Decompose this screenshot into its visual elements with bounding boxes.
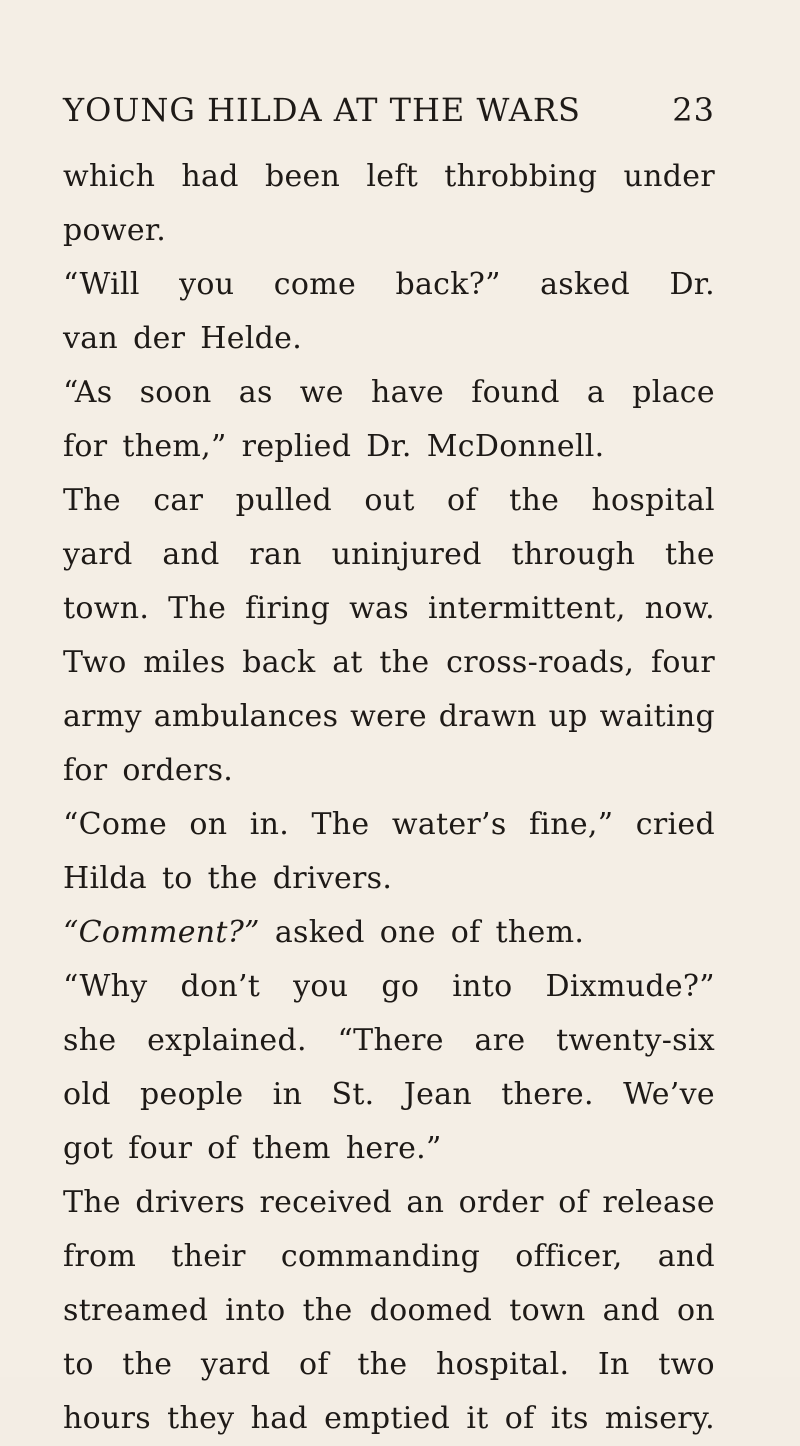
word: Hilda <box>63 861 147 896</box>
text-line <box>63 690 715 744</box>
word: of <box>447 483 477 518</box>
word: the <box>379 645 430 680</box>
word: into <box>225 1293 286 1328</box>
word: der <box>133 321 186 356</box>
word: power. <box>63 213 167 248</box>
word: for <box>63 429 108 464</box>
word: order <box>458 1185 544 1220</box>
text-line <box>63 1338 715 1392</box>
word: of <box>299 1347 329 1382</box>
word: “Will <box>63 267 140 302</box>
word: of <box>504 1401 535 1436</box>
text-line <box>63 852 715 906</box>
word: are <box>474 1023 526 1058</box>
word: on <box>676 1293 715 1328</box>
word: and <box>162 537 220 572</box>
word: doomed <box>369 1293 493 1328</box>
word: through <box>511 537 636 572</box>
word: orders. <box>122 753 234 788</box>
word: hospital <box>591 483 715 518</box>
text-line <box>63 312 715 366</box>
word: up <box>548 699 588 734</box>
word: town. <box>63 591 150 626</box>
word: misery. <box>604 1401 715 1436</box>
text-line <box>63 366 715 420</box>
word: go <box>381 969 420 1004</box>
text-line <box>63 258 715 312</box>
word: Two <box>63 645 127 680</box>
word: and <box>602 1293 660 1328</box>
text-line <box>63 960 715 1014</box>
word: from <box>63 1239 137 1274</box>
word: found <box>471 375 560 410</box>
word: water’s <box>391 807 507 842</box>
text-line <box>63 1392 715 1446</box>
word: in <box>272 1077 303 1112</box>
word: you <box>293 969 349 1004</box>
word: twenty-six <box>556 1023 715 1058</box>
word: McDonnell. <box>426 429 605 464</box>
text-line <box>63 204 715 258</box>
word: there. <box>501 1077 594 1112</box>
word: commanding <box>280 1239 481 1274</box>
word: Dixmude?” <box>545 969 715 1004</box>
word: Jean <box>403 1077 472 1112</box>
word: car <box>153 483 204 518</box>
word: town <box>509 1293 586 1328</box>
word: the <box>664 537 715 572</box>
word: had <box>181 159 239 194</box>
word: drivers. <box>272 861 393 896</box>
word: cross-roads, <box>446 645 635 680</box>
word: emptied <box>324 1401 451 1436</box>
word: here.” <box>345 1131 442 1166</box>
body-text <box>63 150 715 1446</box>
word: In <box>597 1347 630 1382</box>
page-number: 23 <box>672 91 715 129</box>
word: of <box>450 915 481 950</box>
word: in. <box>249 807 290 842</box>
text-line <box>63 1230 715 1284</box>
word: “As <box>63 375 113 410</box>
word: one <box>379 915 436 950</box>
word: Helde. <box>200 321 303 356</box>
word: soon <box>139 375 212 410</box>
text-line <box>63 1176 715 1230</box>
word: “Come <box>63 807 168 842</box>
text-line <box>63 582 715 636</box>
word: have <box>370 375 445 410</box>
word: back <box>242 645 316 680</box>
word: the <box>509 483 560 518</box>
word: back?” <box>395 267 501 302</box>
text-line <box>63 744 715 798</box>
text-line <box>63 528 715 582</box>
word: to <box>63 1347 94 1382</box>
word: intermittent, <box>427 591 626 626</box>
word: uninjured <box>331 537 482 572</box>
word: you <box>179 267 235 302</box>
word: now. <box>644 591 715 626</box>
word: asked <box>540 267 631 302</box>
word: four <box>650 645 715 680</box>
word: was <box>349 591 409 626</box>
word: waiting <box>599 699 715 734</box>
word: its <box>550 1401 589 1436</box>
word: of <box>207 1131 238 1166</box>
text-line <box>63 474 715 528</box>
word: of <box>558 1185 588 1220</box>
word: fine,” <box>528 807 614 842</box>
word: their <box>171 1239 246 1274</box>
word: “There <box>337 1023 444 1058</box>
word: pulled <box>235 483 333 518</box>
text-line <box>63 1284 715 1338</box>
word: we <box>299 375 344 410</box>
word: at <box>332 645 363 680</box>
word: explained. <box>147 1023 307 1058</box>
word: yard <box>200 1347 271 1382</box>
word: the <box>302 1293 353 1328</box>
word: don’t <box>180 969 261 1004</box>
word: Dr. <box>669 267 715 302</box>
word: for <box>63 753 108 788</box>
running-head <box>63 90 715 130</box>
word: hours <box>63 1401 151 1436</box>
word: ran <box>249 537 302 572</box>
word: the <box>357 1347 408 1382</box>
word: which <box>63 159 156 194</box>
word: them,” <box>122 429 227 464</box>
text-line <box>63 636 715 690</box>
word: an <box>406 1185 445 1220</box>
word: St. <box>331 1077 375 1112</box>
word: received <box>259 1185 393 1220</box>
text-line <box>63 906 715 960</box>
word: two <box>658 1347 715 1382</box>
word: them <box>252 1131 331 1166</box>
word: drawn <box>438 699 537 734</box>
text-line <box>63 798 715 852</box>
word: release <box>602 1185 715 1220</box>
word: people <box>140 1077 244 1112</box>
text-line <box>63 1014 715 1068</box>
word: they <box>167 1401 235 1436</box>
word: yard <box>63 537 133 572</box>
text-line <box>63 150 715 204</box>
word: it <box>466 1401 489 1436</box>
word: asked <box>274 915 365 950</box>
word: as <box>238 375 273 410</box>
word: them. <box>495 915 585 950</box>
word: The <box>168 591 227 626</box>
word: left <box>366 159 419 194</box>
word: old <box>63 1077 111 1112</box>
text-line <box>63 1068 715 1122</box>
word: four <box>128 1131 193 1166</box>
text-line <box>63 420 715 474</box>
word: firing <box>245 591 331 626</box>
word: streamed <box>63 1293 209 1328</box>
word: were <box>350 699 427 734</box>
word: hospital. <box>435 1347 570 1382</box>
word: got <box>63 1131 114 1166</box>
word: officer, <box>515 1239 623 1274</box>
word: under <box>623 159 715 194</box>
word: ambulances <box>153 699 339 734</box>
word: drivers <box>135 1185 246 1220</box>
word: van <box>63 321 119 356</box>
word: We’ve <box>623 1077 715 1112</box>
word: replied <box>241 429 352 464</box>
text-line <box>63 1122 715 1176</box>
word: miles <box>143 645 226 680</box>
word: The <box>311 807 370 842</box>
word: a <box>586 375 606 410</box>
word: to <box>161 861 193 896</box>
word: The <box>63 483 121 518</box>
word: come <box>273 267 357 302</box>
word: the <box>122 1347 173 1382</box>
word: “Comment?” <box>63 915 260 950</box>
word: out <box>364 483 415 518</box>
word: army <box>63 699 142 734</box>
word: on <box>189 807 228 842</box>
running-title: YOUNG HILDA AT THE WARS <box>63 91 581 129</box>
word: and <box>657 1239 715 1274</box>
word: throbbing <box>444 159 598 194</box>
word: had <box>250 1401 308 1436</box>
word: the <box>207 861 258 896</box>
word: she <box>63 1023 117 1058</box>
word: The <box>63 1185 121 1220</box>
word: place <box>632 375 715 410</box>
word: Dr. <box>366 429 412 464</box>
word: “Why <box>63 969 148 1004</box>
word: into <box>452 969 513 1004</box>
word: been <box>264 159 341 194</box>
word: cried <box>635 807 715 842</box>
